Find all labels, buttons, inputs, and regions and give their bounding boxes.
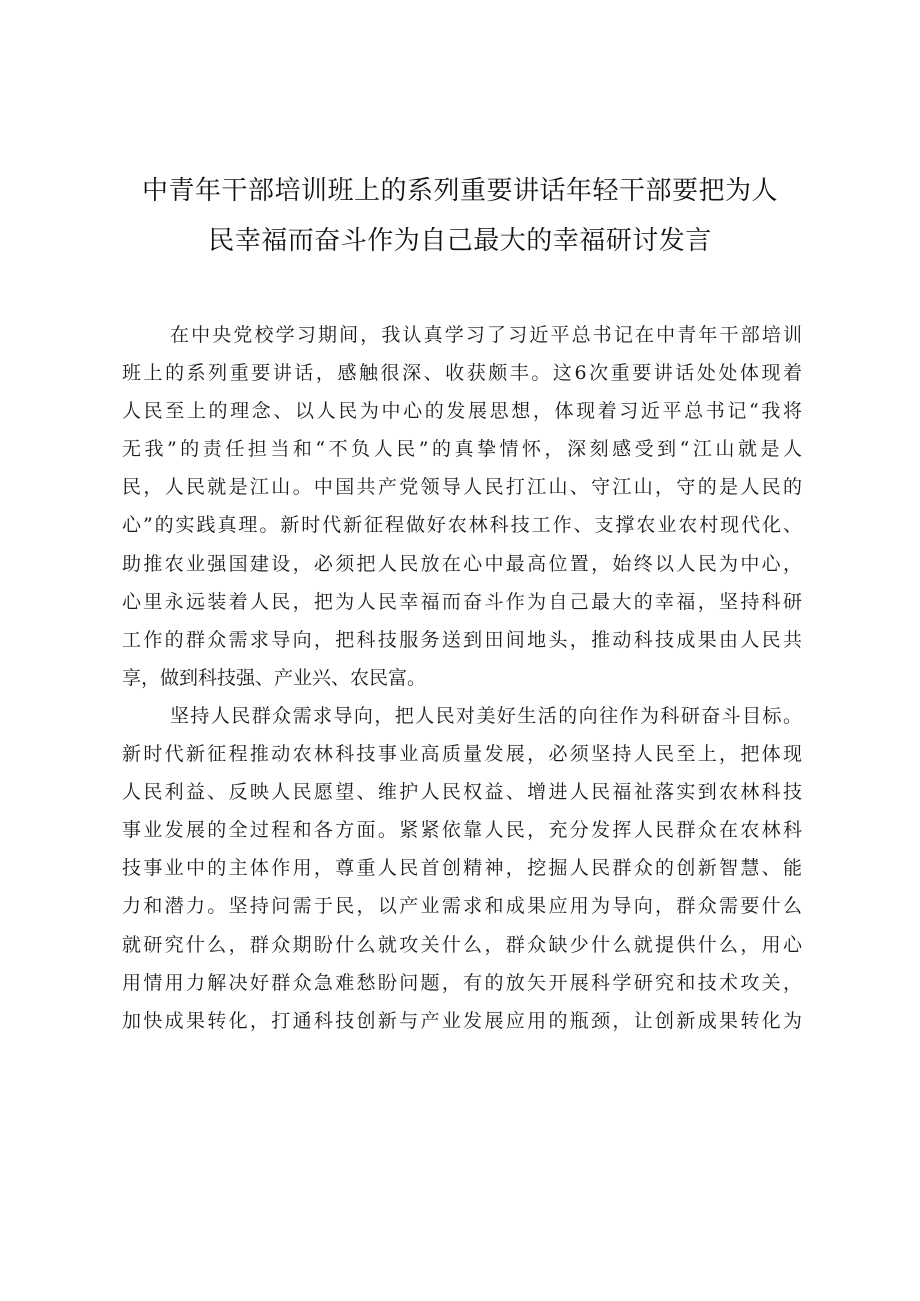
text-line: 就研究什么，群众期盼什么就攻关什么，群众缺少什么就提供什么，用心 xyxy=(122,933,802,956)
text-line: 坚持人民群众需求导向，把人民对美好生活的向往作为科研奋斗目标。 xyxy=(170,704,802,727)
title-line: 中青年干部培训班上的系列重要讲话年轻干部要把为人 xyxy=(141,176,778,206)
text-line: 工作的群众需求导向，把科技服务送到田间地头，推动科技成果由人民共 xyxy=(122,628,802,651)
text-line: 用情用力解决好群众急难愁盼问题，有的放矢开展科学研究和技术攻关， xyxy=(122,971,802,994)
paragraph-2 xyxy=(122,697,802,1040)
text-line: 人民利益、反映人民愿望、维护人民权益、增进人民福祉落实到农林科技 xyxy=(122,781,802,804)
text-line: 技事业中的主体作用，尊重人民首创精神，挖掘人民群众的创新智慧、能 xyxy=(122,857,802,880)
text-line: 新时代新征程推动农林科技事业高质量发展，必须坚持人民至上，把体现 xyxy=(122,743,802,766)
text-line: 心”的实践真理。新时代新征程做好农林科技工作、支撑农业农村现代化、 xyxy=(122,514,802,537)
paragraph-1 xyxy=(122,316,802,697)
text-line: 享，做到科技强、产业兴、农民富。 xyxy=(122,666,427,689)
text-line: 心里永远装着人民，把为人民幸福而奋斗作为自己最大的幸福，坚持科研 xyxy=(122,590,802,613)
document-title xyxy=(110,166,810,266)
document-body xyxy=(122,316,802,1040)
text-line: 力和潜力。坚持问需于民，以产业需求和成果应用为导向，群众需要什么 xyxy=(122,895,802,918)
text-line: 事业发展的全过程和各方面。紧紧依靠人民，充分发挥人民群众在农林科 xyxy=(122,819,802,842)
text-line: 民，人民就是江山。中国共产党领导人民打江山、守江山，守的是人民的 xyxy=(122,476,802,499)
text-line: 加快成果转化，打通科技创新与产业发展应用的瓶颈，让创新成果转化为 xyxy=(122,1009,802,1032)
text-line: 无我”的责任担当和“不负人民”的真挚情怀，深刻感受到“江山就是人 xyxy=(122,438,802,461)
text-line: 助推农业强国建设，必须把人民放在心中最高位置，始终以人民为中心， xyxy=(122,552,802,575)
text-line: 班上的系列重要讲话，感触很深、收获颇丰。这6次重要讲话处处体现着 xyxy=(122,362,802,385)
text-line: 人民至上的理念、以人民为中心的发展思想，体现着习近平总书记“我将 xyxy=(122,400,802,423)
title-line: 民幸福而奋斗作为自己最大的幸福研讨发言 xyxy=(208,226,712,256)
text-line: 在中央党校学习期间，我认真学习了习近平总书记在中青年干部培训 xyxy=(170,324,802,346)
